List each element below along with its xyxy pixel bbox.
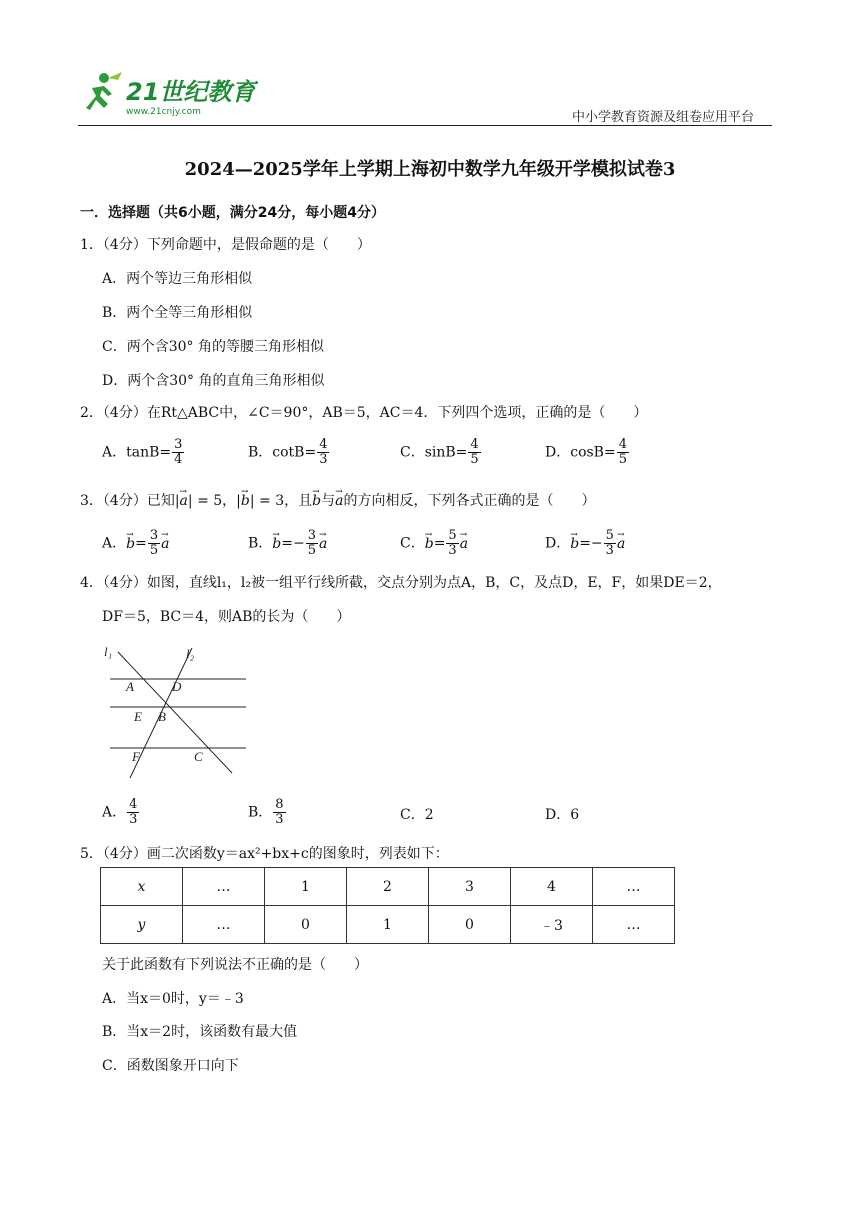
q4-option-d[interactable]: D．6 xyxy=(545,807,580,823)
label-l1: l₁ xyxy=(104,644,113,659)
label-b: B xyxy=(158,709,166,724)
table-cell: 1 xyxy=(265,868,347,906)
label-e: E xyxy=(134,709,142,724)
table-cell: 4 xyxy=(511,868,593,906)
q1-option-d[interactable]: D．两个含30° 角的直角三角形相似 xyxy=(102,373,325,389)
page-title: 2024—2025学年上学期上海初中数学九年级开学模拟试卷3 xyxy=(184,159,676,180)
section-heading: 一．选择题（共6小题，满分24分，每小题4分） xyxy=(80,205,385,221)
table-cell: 0 xyxy=(265,906,347,944)
brand-url: www.21cnjy.com xyxy=(126,107,201,117)
fraction: $\frac{4}{5}$ xyxy=(470,437,479,467)
label-a: A xyxy=(126,679,134,694)
q4-option-c[interactable]: C．2 xyxy=(400,807,434,823)
q4-option-a[interactable]: A． $\frac{4}{3}$ xyxy=(102,797,138,827)
table-cell: y xyxy=(101,906,183,944)
q2-stem: 2．（4分）在Rt△ABC中，∠C＝90°，AB＝5，AC＝4．下列四个选项，正确的是（ ） xyxy=(80,405,648,421)
header-divider xyxy=(78,125,772,126)
table-cell: 3 xyxy=(429,868,511,906)
q1-option-a[interactable]: A．两个等边三角形相似 xyxy=(102,271,253,287)
label-l2: l₂ xyxy=(186,646,195,661)
brand-name: 21世纪教育 xyxy=(126,78,256,106)
q3-option-c[interactable]: C．→ b= $\frac{5}{3}$ → a xyxy=(400,529,468,558)
table-cell: … xyxy=(183,868,265,906)
q4-stem-line1: 4．（4分）如图，直线l₁，l₂被一组平行线所截，交点分别为点A，B，C，及点D，E，F，如果DE＝2， xyxy=(80,575,722,591)
q1-option-b[interactable]: B．两个全等三角形相似 xyxy=(102,305,253,321)
fraction: $\frac{4}{3}$ xyxy=(319,437,328,467)
table-row xyxy=(101,868,675,906)
table-cell: 1 xyxy=(347,906,429,944)
table-cell: 0 xyxy=(429,906,511,944)
table-cell: … xyxy=(183,906,265,944)
table-cell: x xyxy=(101,868,183,906)
q2-option-c[interactable] xyxy=(400,438,482,467)
platform-name: 中小学教育资源及组卷应用平台 xyxy=(572,110,755,125)
table-cell: … xyxy=(593,868,675,906)
table-cell: 2 xyxy=(347,868,429,906)
q5-option-a[interactable]: A．当x＝0时，y＝﹣3 xyxy=(102,991,244,1007)
label-f: F xyxy=(132,749,140,764)
q3-option-a[interactable]: A．→ b= $\frac{3}{5}$ → a xyxy=(102,529,169,558)
table-cell: … xyxy=(593,906,675,944)
parallel-lines-figure xyxy=(100,640,260,780)
q5-question: 关于此函数有下列说法不正确的是（ ） xyxy=(102,957,368,973)
q3-stem: 3．（4分）已知|→ a| = 5，|→ b| = 3，且→ b与→ a的方向相反，下列各式正确的是（ ） xyxy=(80,492,595,510)
table-row xyxy=(101,906,675,944)
fraction: $\frac{3}{4}$ xyxy=(174,437,183,467)
q2-option-b[interactable] xyxy=(248,438,330,467)
q2-option-a[interactable] xyxy=(102,438,185,467)
q3-option-b[interactable]: B．→ b=− $\frac{3}{5}$ → a xyxy=(248,529,327,558)
q3-option-d[interactable]: D．→ b=− $\frac{5}{3}$ → a xyxy=(545,529,625,558)
runner-icon xyxy=(86,72,122,110)
option-label: D．cosB= xyxy=(545,444,616,461)
q4-stem-line2: DF＝5，BC＝4，则AB的长为（ ） xyxy=(102,609,351,625)
option-label: A．tanB= xyxy=(102,444,172,461)
table-cell: ﹣3 xyxy=(511,906,593,944)
option-label: B．cotB= xyxy=(248,444,317,461)
brand-logo xyxy=(78,70,258,118)
q2-option-d[interactable] xyxy=(545,438,630,467)
value-table xyxy=(100,867,675,944)
q5-option-b[interactable]: B．当x＝2时，该函数有最大值 xyxy=(102,1024,298,1040)
q4-option-b[interactable]: B． $\frac{8}{3}$ xyxy=(248,797,284,827)
option-label: C．sinB= xyxy=(400,444,468,461)
q5-stem: 5．（4分）画二次函数y＝ax²+bx+c的图象时，列表如下： xyxy=(80,846,449,862)
q1-stem: 1．（4分）下列命题中，是假命题的是（ ） xyxy=(80,237,371,253)
label-c: C xyxy=(194,749,203,764)
label-d: D xyxy=(172,679,182,694)
q1-option-c[interactable]: C．两个含30° 角的等腰三角形相似 xyxy=(102,339,324,355)
q5-option-c[interactable]: C．函数图象开口向下 xyxy=(102,1058,239,1074)
fraction: $\frac{4}{5}$ xyxy=(618,437,627,467)
